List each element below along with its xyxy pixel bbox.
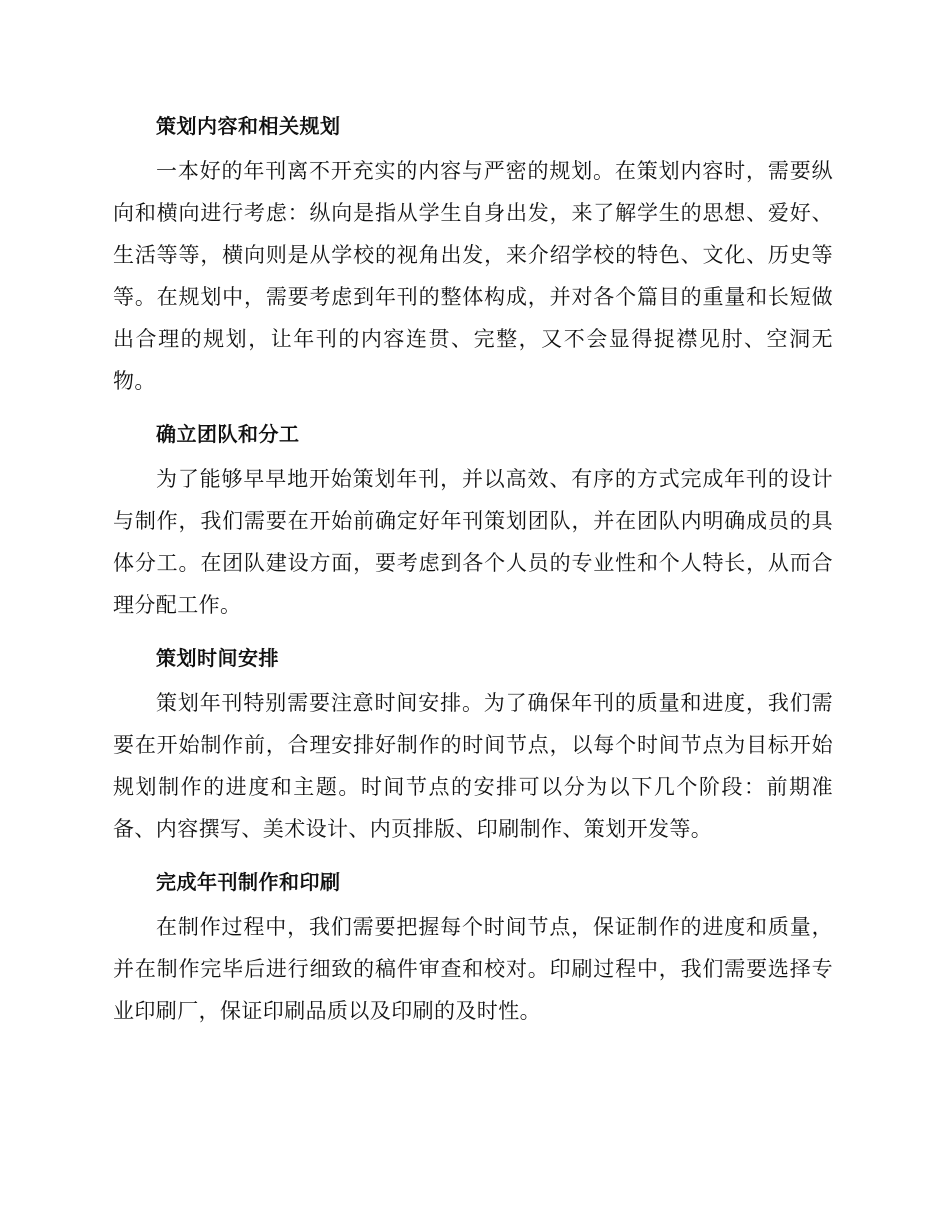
section-production-printing xyxy=(113,860,833,1032)
section-paragraph: 一本好的年刊离不开充实的内容与严密的规划。在策划内容时，需要纵向和横向进行考虑：纵向是指从学生自身出发，来了解学生的思想、爱好、生活等等，横向则是从学校的视角出发，来介绍学校的特色、文化、历史等等。在规划中，需要考虑到年刊的整体构成，并对各个篇目的重量和长短做出合理的规划，让年刊的内容连贯、完整，又不会显得捉襟见肘、空洞无物。 xyxy=(113,159,833,393)
section-heading: 完成年刊制作和印刷 xyxy=(156,870,341,894)
section-team-division xyxy=(113,412,833,626)
section-heading: 确立团队和分工 xyxy=(156,422,300,446)
document-page xyxy=(113,104,833,1042)
section-content-planning xyxy=(113,104,833,402)
section-heading: 策划时间安排 xyxy=(156,646,279,670)
section-paragraph: 在制作过程中，我们需要把握每个时间节点，保证制作的进度和质量，并在制作完毕后进行细致的稿件审查和校对。印刷过程中，我们需要选择专业印刷厂，保证印刷品质以及印刷的及时性。 xyxy=(113,915,833,1023)
section-time-schedule xyxy=(113,636,833,850)
section-paragraph: 为了能够早早地开始策划年刊，并以高效、有序的方式完成年刊的设计与制作，我们需要在开始前确定好年刊策划团队，并在团队内明确成员的具体分工。在团队建设方面，要考虑到各个人员的专业性和个人特长，从而合理分配工作。 xyxy=(113,467,833,617)
section-paragraph: 策划年刊特别需要注意时间安排。为了确保年刊的质量和进度，我们需要在开始制作前，合理安排好制作的时间节点，以每个时间节点为目标开始规划制作的进度和主题。时间节点的安排可以分为以下几个阶段：前期准备、内容撰写、美术设计、内页排版、印刷制作、策划开发等。 xyxy=(113,691,833,841)
section-heading: 策划内容和相关规划 xyxy=(156,114,341,138)
